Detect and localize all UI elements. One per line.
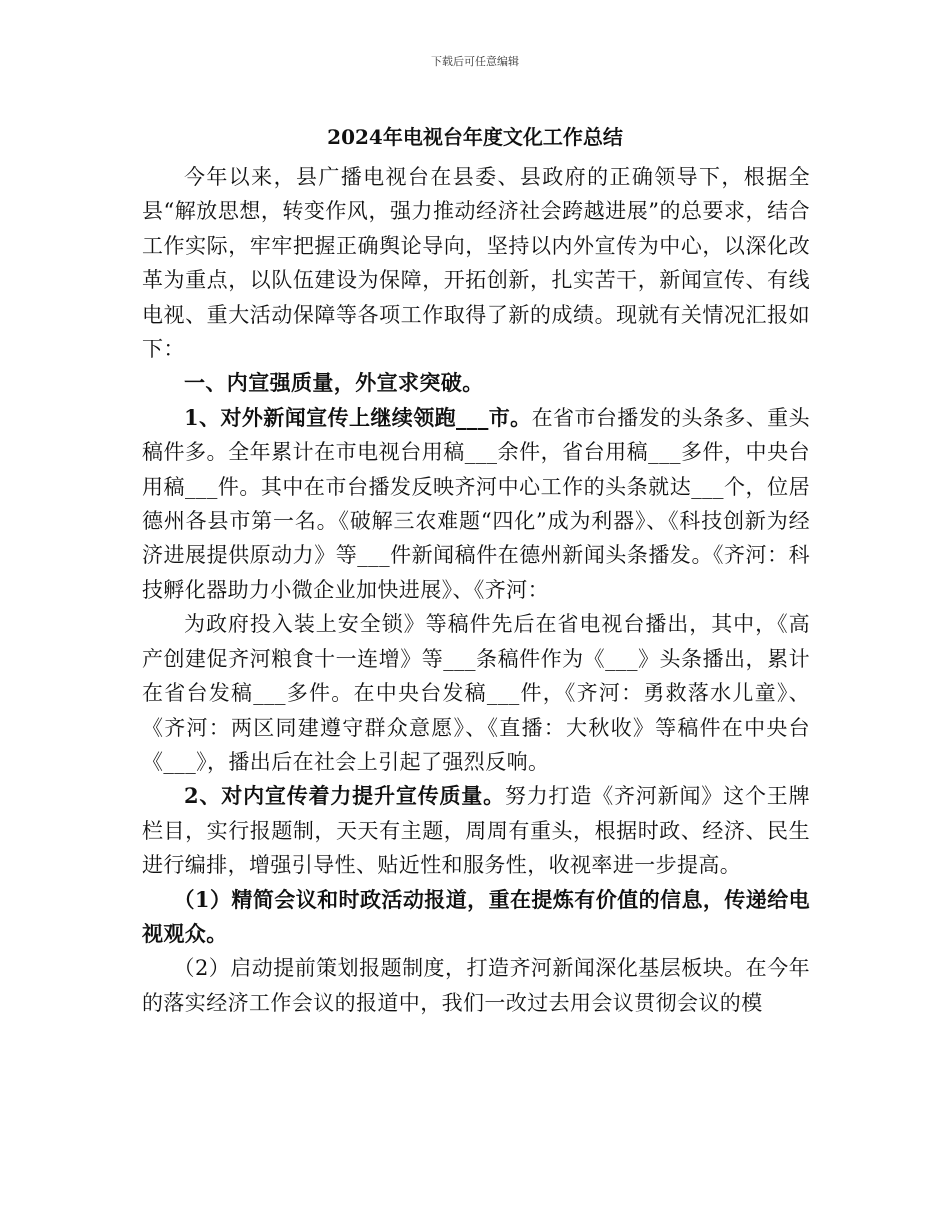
document-title: 2024年电视台年度文化工作总结: [327, 125, 623, 149]
document-body: [142, 160, 810, 1020]
item1-continuation: 为政府投入装上安全锁》等稿件先后在省电视台播出，其中，《高产创建促齐河粮食十一连增》等___条稿件作为《___》头条播出，累计在省台发稿___多件。在中央台发稿___件，《齐河：勇救落水儿童》、《齐河：两区同建遵守群众意愿》、《直播：大秋收》等稿件在中央台《___》，播出后在社会上引起了强烈反响。: [142, 612, 810, 774]
sub-item-2: （2）启动提前策划报题制度，打造齐河新闻深化基层板块。在今年的落实经济工作会议的报道中，我们一改过去用会议贯彻会议的模: [142, 956, 810, 1015]
sub-item-1: （1）精简会议和时政活动报道，重在提炼有价值的信息，传递给电视观众。: [142, 886, 810, 946]
item1-lead: 1、对外新闻宣传上继续领跑___市。: [184, 404, 532, 430]
intro-paragraph: 今年以来，县广播电视台在县委、县政府的正确领导下，根据全县“解放思想，转变作风，强力推动经济社会跨越进展”的总要求，结合工作实际，牢牢把握正确舆论导向，坚持以内外宣传为中心，以深化改革为重点，以队伍建设为保障，开拓创新，扎实苦干，新闻宣传、有线电视、重大活动保障等各项工作取得了新的成绩。现就有关情况汇报如下：: [142, 165, 810, 362]
item2-paragraph: [142, 779, 810, 882]
item2-body: 努力打造《齐河新闻》这个王牌栏目，实行报题制，天天有主题，周周有重头，根据时政、经济、民生进行编排，增强引导性、贴近性和服务性，收视率进一步提高。: [142, 784, 810, 878]
item2-lead: 2、对内宣传着力提升宣传质量。: [184, 783, 505, 809]
header-note: 下载后可任意编辑: [431, 55, 519, 68]
item1-body: 在省市台播发的头条多、重头稿件多。全年累计在市电视台用稿___余件，省台用稿___多件，中央台用稿___件。其中在市台播发反映齐河中心工作的头条就达___个，位居德州各县市第一名。《破解三农难题“四化”成为利器》、《科技创新为经济进展提供原动力》等___件新闻稿件在德州新闻头条播发。《齐河：科技孵化器助力小微企业加快进展》、《齐河：: [142, 405, 811, 602]
section-heading: 一、内宣强质量，外宣求突破。: [184, 370, 484, 396]
item1-paragraph: [142, 401, 810, 607]
